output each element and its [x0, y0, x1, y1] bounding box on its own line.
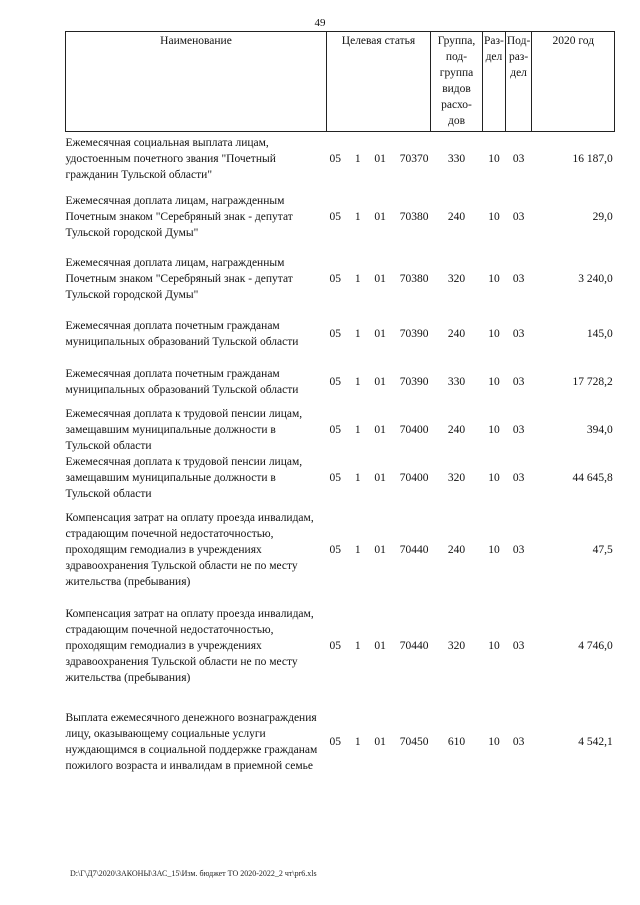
target-article-cs2: 1	[354, 272, 361, 285]
target-article-cs2: 1	[354, 471, 361, 484]
target-article-cs4: 70450	[399, 735, 429, 748]
row-section: 10	[488, 375, 500, 388]
target-article-cs4: 70400	[399, 471, 429, 484]
table-body	[66, 132, 615, 790]
row-target-article	[327, 310, 431, 358]
row-expense-group: 320	[447, 471, 466, 484]
target-article-cs2: 1	[354, 423, 361, 436]
target-article-cs4: 70440	[399, 639, 429, 652]
target-article-cs4: 70400	[399, 423, 429, 436]
row-subsection: 03	[512, 735, 525, 748]
header-target-article: Целевая статья	[327, 32, 431, 132]
table-row	[66, 358, 615, 406]
row-expense-group: 240	[447, 327, 466, 340]
row-expense-group: 330	[447, 375, 466, 388]
target-article-cs1: 05	[329, 272, 341, 285]
header-name: Наименование	[66, 32, 327, 132]
row-name: Ежемесячная доплата к трудовой пенсии лицам, замещавшим муниципальные должности в Тульской области	[65, 407, 303, 452]
row-target-article	[327, 358, 431, 406]
row-section: 10	[488, 423, 500, 436]
row-expense-group: 320	[447, 639, 466, 652]
table-row	[66, 248, 615, 310]
page-number: 49	[314, 17, 326, 29]
target-article-parts	[327, 422, 431, 438]
table-header-row	[66, 32, 615, 132]
target-article-cs3: 01	[374, 272, 386, 285]
target-article-cs4: 70380	[399, 272, 429, 285]
row-name: Компенсация затрат на оплату проезда инвалидам, страдающим почечной недостаточностью, проходящим гемодиализ в учреждениях здравоохранения Тульской области не по месту жительства (пребывания)	[65, 511, 314, 588]
target-article-cs3: 01	[374, 327, 386, 340]
target-article-cs4: 70380	[399, 210, 429, 223]
row-expense-group: 330	[447, 152, 466, 165]
target-article-cs3: 01	[374, 423, 386, 436]
row-target-article	[327, 598, 431, 694]
target-article-cs4: 70370	[399, 152, 429, 165]
header-section: Раз- дел	[483, 32, 506, 132]
row-amount: 4 746,0	[578, 639, 613, 652]
row-name: Ежемесячная социальная выплата лицам, удостоенным почетного звания "Почетный гражданин Тульской области"	[65, 136, 276, 181]
row-target-article	[327, 694, 431, 790]
row-expense-group: 610	[447, 735, 466, 748]
row-amount: 4 542,1	[578, 735, 613, 748]
row-name: Выплата ежемесячного денежного вознаграждения лицу, оказывающему социальные услуги нуждающимся в социальной поддержке гражданам пожилого возраста и инвалидам в приемной семье	[65, 711, 318, 772]
target-article-cs2: 1	[354, 735, 361, 748]
table-row	[66, 694, 615, 790]
table-row	[66, 186, 615, 248]
target-article-cs2: 1	[354, 210, 361, 223]
row-section: 10	[488, 327, 500, 340]
row-amount: 29,0	[592, 210, 613, 223]
row-amount: 16 187,0	[572, 152, 613, 165]
target-article-cs3: 01	[374, 210, 386, 223]
row-subsection: 03	[512, 423, 525, 436]
row-section: 10	[488, 210, 500, 223]
table-row	[66, 310, 615, 358]
row-section: 10	[488, 543, 500, 556]
target-article-parts	[327, 151, 431, 167]
target-article-cs1: 05	[329, 639, 341, 652]
target-article-cs4: 70440	[399, 543, 429, 556]
row-expense-group: 320	[447, 272, 466, 285]
target-article-cs1: 05	[329, 327, 341, 340]
target-article-parts	[327, 734, 431, 750]
target-article-cs2: 1	[354, 327, 361, 340]
target-article-cs1: 05	[329, 210, 341, 223]
target-article-parts	[327, 271, 431, 287]
row-section: 10	[488, 471, 500, 484]
row-section: 10	[488, 272, 500, 285]
row-section: 10	[488, 639, 500, 652]
target-article-cs1: 05	[329, 471, 341, 484]
row-name: Ежемесячная доплата лицам, награжденным Почетным знаком "Серебряный знак - депутат Тульской городской Думы"	[65, 256, 293, 301]
row-amount: 145,0	[586, 327, 613, 340]
row-section: 10	[488, 152, 500, 165]
row-section: 10	[488, 735, 500, 748]
row-name: Ежемесячная доплата лицам, награжденным Почетным знаком "Серебряный знак - депутат Тульской городской Думы"	[65, 194, 293, 239]
target-article-cs4: 70390	[399, 327, 429, 340]
row-target-article	[327, 406, 431, 454]
target-article-cs1: 05	[329, 375, 341, 388]
table-row	[66, 598, 615, 694]
file-path-footer: D:\Г\Д7\2020\ЗАКОНЫ\ЗАС_15\Изм. бюджет ТО 2020-2022_2 чт\pr6.xls	[70, 869, 317, 878]
target-article-cs3: 01	[374, 735, 386, 748]
target-article-parts	[327, 209, 431, 225]
header-expense-group: Группа, под- группа видов расхо- дов	[431, 32, 483, 132]
target-article-cs2: 1	[354, 639, 361, 652]
row-amount: 44 645,8	[572, 471, 613, 484]
target-article-cs2: 1	[354, 152, 361, 165]
row-target-article	[327, 186, 431, 248]
row-name: Ежемесячная доплата почетным гражданам муниципальных образований Тульской области	[65, 319, 299, 348]
row-amount: 394,0	[586, 423, 613, 436]
target-article-parts	[327, 638, 431, 654]
row-subsection: 03	[512, 471, 525, 484]
target-article-cs1: 05	[329, 543, 341, 556]
row-amount: 3 240,0	[578, 272, 613, 285]
target-article-cs4: 70390	[399, 375, 429, 388]
target-article-cs1: 05	[329, 735, 341, 748]
row-expense-group: 240	[447, 423, 466, 436]
table-row	[66, 132, 615, 186]
row-expense-group: 240	[447, 210, 466, 223]
row-name: Ежемесячная доплата к трудовой пенсии лицам, замещавшим муниципальные должности в Тульской области	[65, 455, 303, 500]
budget-table	[65, 31, 615, 790]
row-target-article	[327, 454, 431, 502]
target-article-cs3: 01	[374, 375, 386, 388]
row-subsection: 03	[512, 152, 525, 165]
row-amount: 17 728,2	[572, 375, 613, 388]
table-row	[66, 454, 615, 502]
target-article-cs3: 01	[374, 639, 386, 652]
header-subsection: Под- раз- дел	[505, 32, 531, 132]
target-article-cs3: 01	[374, 471, 386, 484]
target-article-cs3: 01	[374, 152, 386, 165]
target-article-cs2: 1	[354, 543, 361, 556]
row-name: Компенсация затрат на оплату проезда инвалидам, страдающим почечной недостаточностью, проходящим гемодиализ в учреждениях здравоохранения Тульской области не по месту жительства (пребывания)	[65, 607, 314, 684]
row-subsection: 03	[512, 210, 525, 223]
target-article-parts	[327, 470, 431, 486]
row-subsection: 03	[512, 272, 525, 285]
target-article-cs2: 1	[354, 375, 361, 388]
target-article-parts	[327, 374, 431, 390]
table-row	[66, 502, 615, 598]
row-subsection: 03	[512, 375, 525, 388]
row-subsection: 03	[512, 543, 525, 556]
row-name: Ежемесячная доплата почетным гражданам муниципальных образований Тульской области	[65, 367, 299, 396]
target-article-cs1: 05	[329, 423, 341, 436]
row-subsection: 03	[512, 639, 525, 652]
row-amount: 47,5	[592, 543, 613, 556]
target-article-cs1: 05	[329, 152, 341, 165]
row-target-article	[327, 248, 431, 310]
header-year-2020: 2020 год	[532, 32, 615, 132]
row-expense-group: 240	[447, 543, 466, 556]
table-row	[66, 406, 615, 454]
target-article-parts	[327, 326, 431, 342]
row-target-article	[327, 132, 431, 186]
row-target-article	[327, 502, 431, 598]
target-article-cs3: 01	[374, 543, 386, 556]
row-subsection: 03	[512, 327, 525, 340]
target-article-parts	[327, 542, 431, 558]
